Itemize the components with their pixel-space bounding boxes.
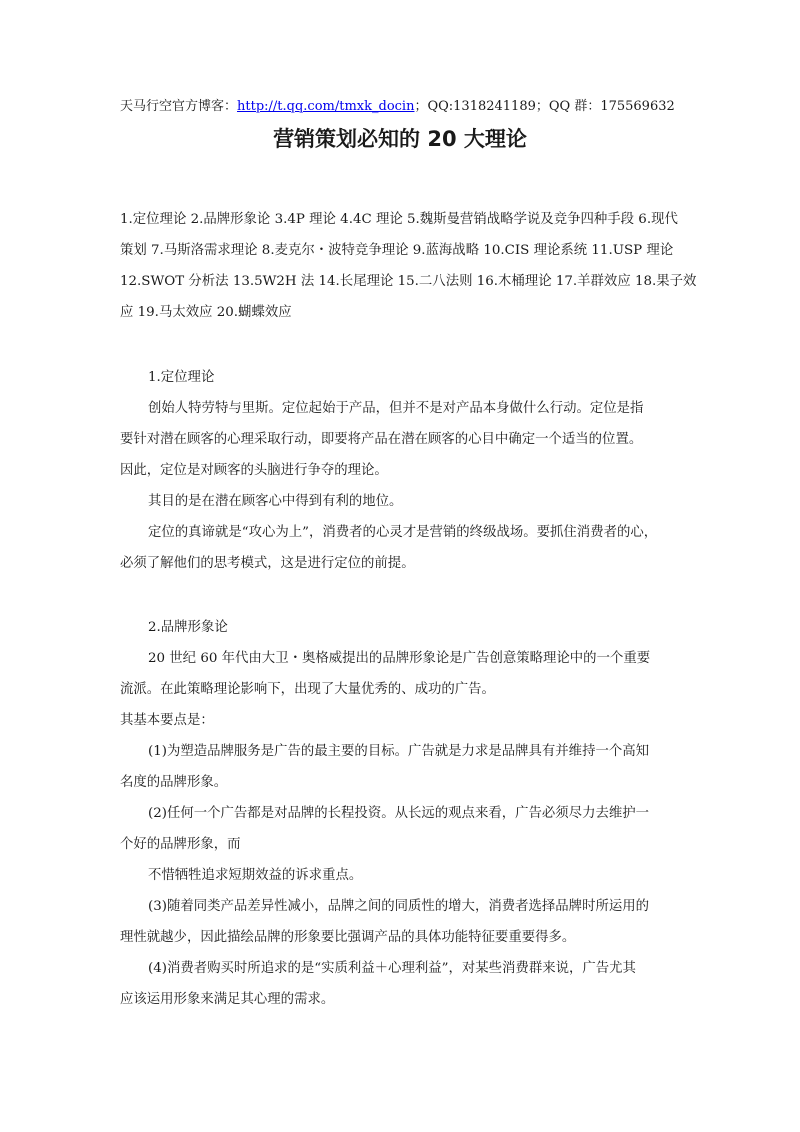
list-item-line: (4)消费者购买时所追求的是“实质利益＋心理利益”，对某些消费群来说，广告尤其: [148, 961, 636, 976]
header-suffix: ；QQ:1318241189；QQ 群：175569632: [414, 99, 675, 114]
page-title: 营销策划必知的 20 大理论: [273, 127, 527, 151]
list-item-line: (3)随着同类产品差异性减小，品牌之间的同质性的增大，消费者选择品牌时所运用的: [148, 899, 650, 914]
toc-line: 策划 7.马斯洛需求理论 8.麦克尔・波特竞争理论 9.蓝海战略 10.CIS 理论系统 11.USP 理论: [120, 243, 674, 258]
paragraph-line: 创始人特劳特与里斯。定位起始于产品，但并不是对产品本身做什么行动。定位是指: [148, 401, 644, 416]
toc-line: 1.定位理论 2.品牌形象论 3.4P 理论 4.4C 理论 5.魏斯曼营销战略学说及竞争四种手段 6.现代: [120, 212, 678, 227]
paragraph-line: 其基本要点是：: [120, 713, 214, 728]
header-line: [120, 98, 675, 116]
list-item-line: (1)为塑造品牌服务是广告的最主要的目标。广告就是力求是品牌具有并维持一个高知: [148, 744, 650, 759]
paragraph-line: 20 世纪 60 年代由大卫・奥格威提出的品牌形象论是广告创意策略理论中的一个重要: [148, 651, 651, 666]
section-heading: 1.定位理论: [148, 370, 215, 385]
section-heading: 2.品牌形象论: [148, 620, 228, 635]
list-item-line: 理性就越少，因此描绘品牌的形象要比强调产品的具体功能特征要重要得多。: [120, 930, 576, 945]
toc-line: 应 19.马太效应 20.蝴蝶效应: [120, 305, 292, 320]
header-prefix: 天马行空官方博客：: [120, 99, 238, 114]
list-item-line: (2)任何一个广告都是对品牌的长程投资。从长远的观点来看，广告必须尽力去维护一: [148, 806, 650, 821]
paragraph-line: 因此，定位是对顾客的头脑进行争夺的理论。: [120, 463, 388, 478]
section-positioning-theory: [120, 362, 685, 579]
list-item-line: 个好的品牌形象，而: [120, 837, 241, 852]
paragraph-line: 要针对潜在顾客的心理采取行动，即要将产品在潜在顾客的心目中确定一个适当的位置。: [120, 432, 643, 447]
blog-link[interactable]: http://t.qq.com/tmxk_docin: [237, 99, 415, 114]
paragraph-line: 必须了解他们的思考模式，这是进行定位的前提。: [120, 556, 415, 571]
paragraph-line: 其目的是在潜在顾客心中得到有利的地位。: [148, 494, 403, 509]
paragraph-line: 定位的真谛就是“攻心为上”，消费者的心灵才是营销的终级战场。要抓住消费者的心，: [148, 525, 658, 540]
list-item-line: 名度的品牌形象。: [120, 775, 228, 790]
paragraph-line: 流派。在此策略理论影响下，出现了大量优秀的、成功的广告。: [120, 682, 495, 697]
section-brand-image-theory: [120, 612, 685, 1015]
list-item-line: 应该运用形象来满足其心理的需求。: [120, 992, 335, 1007]
list-item-line: 不惜牺牲追求短期效益的诉求重点。: [148, 868, 363, 883]
table-of-contents: [120, 204, 697, 328]
toc-line: 12.SWOT 分析法 13.5W2H 法 14.长尾理论 15.二八法则 16.木桶理论 17.羊群效应 18.果子效: [120, 274, 697, 289]
